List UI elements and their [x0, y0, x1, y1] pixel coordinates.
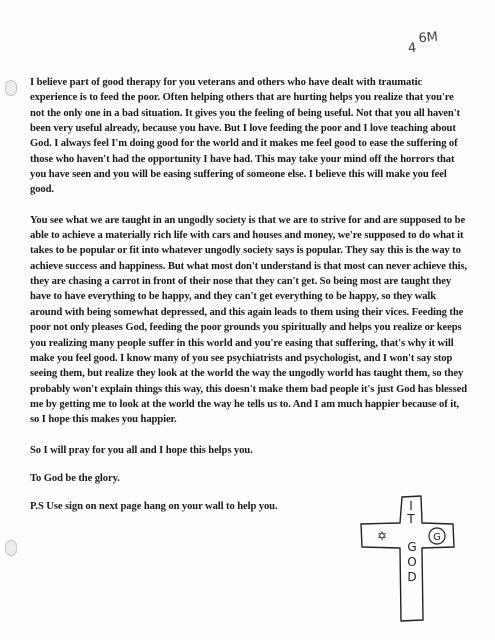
star-of-david-icon: ✡: [376, 529, 388, 543]
cross-letter-d: D: [407, 570, 417, 584]
page-number-handwritten: [407, 29, 439, 57]
paragraph-ungodly-society: You see what we are taught in an ungodly society is that we are to strive for and are supposed to be able to achieve a materially rich life with cars and houses and money, we're supposed to do what it takes to be popular or fit into whatever ungodly society says is popular. They say this is the way to achieve success and happiness. But what most don't understand is that most can never achieve this, they are chasing a carrot in front of their nose that they can't get. So being most are taught they have to have everything to be happy, and they can't get everything to be happy, so they walk around with being somewhat depressed, and this again leads to them using their vices. Feeding the poor not only pleases God, feeding the poor grounds you spiritually and helps you realize or keeps you realizing many people suffer in this world and you're easing that suffering, that's why it will make you feel good. I know many of you see psychiatrists and psychologist, and I won't say stop seeing them, but realize they look at the world the way the ungodly world has taught them, so they probably won't explain things this way, this doesn't make them bad people it's just God has blessed me by getting me to look at the world the way he tells us to. And I am much happier because of it, so I hope this makes you happier.: [30, 214, 468, 426]
letter-body: [30, 75, 470, 515]
paragraph-therapy: I believe part of good therapy for you veterans and others who have dealt with traumatic experience is to feed the poor. Often helping others that are hurting helps you realize that you're not the only one in a bad situation. It gives you the feeling of being useful. Not that you all haven't been very useful already, because you have. But I love feeding the poor and I love teaching about God. I always feel I'm doing good for the world and it makes me feel good to ease the suffering of those who haven't had the opportunity I have had. This may take your mind off the horrors that you have seen and you will be easing suffering of someone else. I believe this will make you feel good.: [30, 77, 460, 196]
binder-hole-top: [5, 80, 17, 96]
page-number-superscript: 6M: [417, 29, 439, 47]
closing-prayer: So I will pray for you all and I hope this helps you.: [30, 444, 253, 456]
circled-g-letter: G: [433, 532, 441, 543]
cross-letter-i: I: [409, 499, 413, 513]
cross-letter-g: G: [407, 540, 417, 554]
cross-drawing: [357, 493, 462, 623]
closing-ps: P.S Use sign on next page hang on your wall to help you.: [30, 501, 278, 513]
cross-letter-o: O: [407, 555, 417, 569]
binder-hole-bottom: [5, 540, 17, 556]
closing-glory: To God be the glory.: [30, 472, 120, 484]
cross-letter-t: T: [407, 512, 415, 526]
page-number: 4: [407, 40, 417, 57]
